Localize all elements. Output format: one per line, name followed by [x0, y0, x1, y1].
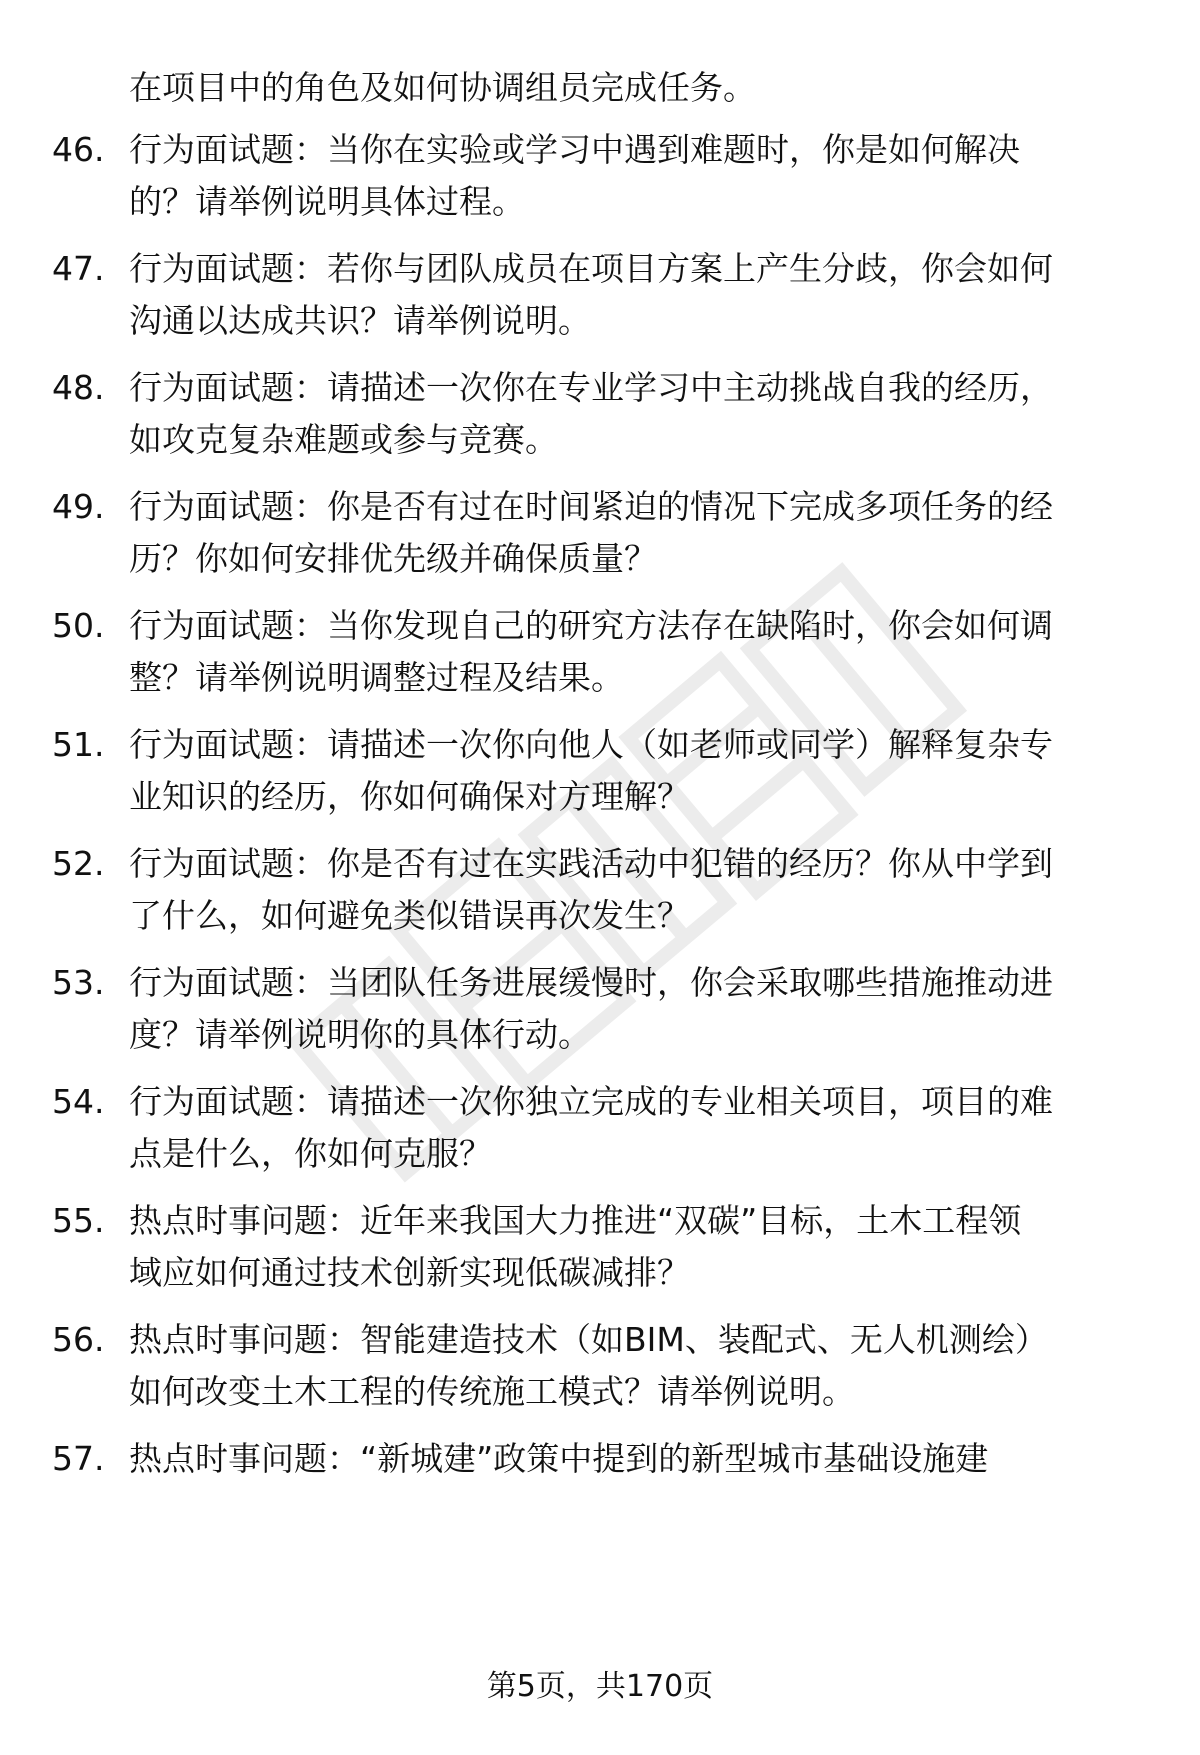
continuation-text: 在项目中的角色及如何协调组员完成任务。 — [129, 68, 756, 107]
question-line: 行为面试题：请描述一次你向他人（如老师或同学）解释复杂专 — [129, 725, 1053, 764]
question-line: 了什么，如何避免类似错误再次发生？ — [129, 896, 690, 935]
question-line: 热点时事问题：“新城建”政策中提到的新型城市基础设施建 — [129, 1439, 989, 1478]
question-line: 行为面试题：当团队任务进展缓慢时，你会采取哪些措施推动进 — [129, 963, 1053, 1002]
question-text — [129, 719, 1149, 823]
question-line: 行为面试题：你是否有过在实践活动中犯错的经历？你从中学到 — [129, 844, 1053, 883]
question-text — [129, 957, 1149, 1061]
question-text — [129, 1433, 1149, 1485]
question-line: 的？请举例说明具体过程。 — [129, 182, 525, 221]
question-text — [129, 600, 1149, 704]
question-text — [129, 124, 1149, 228]
question-number: 48. — [52, 368, 105, 407]
question-line: 行为面试题：当你在实验或学习中遇到难题时，你是如何解决 — [129, 130, 1020, 169]
question-number: 56. — [52, 1320, 105, 1359]
question-text — [129, 362, 1149, 466]
question-line: 热点时事问题：近年来我国大力推进“双碳”目标，土木工程领 — [129, 1201, 1022, 1240]
question-text — [129, 838, 1149, 942]
page-footer: 第5页，共170页 — [486, 1669, 714, 1704]
question-line: 行为面试题：请描述一次你在专业学习中主动挑战自我的经历， — [129, 368, 1053, 407]
question-text — [129, 243, 1149, 347]
question-line: 整？请举例说明调整过程及结果。 — [129, 658, 624, 697]
question-line: 历？你如何安排优先级并确保质量？ — [129, 539, 657, 578]
question-line: 行为面试题：当你发现自己的研究方法存在缺陷时，你会如何调 — [129, 606, 1053, 645]
question-number: 52. — [52, 844, 105, 883]
question-number: 57. — [52, 1439, 105, 1478]
question-text — [129, 1076, 1149, 1180]
question-number: 49. — [52, 487, 105, 526]
question-line: 如何改变土木工程的传统施工模式？请举例说明。 — [129, 1372, 855, 1411]
question-line: 行为面试题：请描述一次你独立完成的专业相关项目，项目的难 — [129, 1082, 1053, 1121]
question-line: 业知识的经历，你如何确保对方理解？ — [129, 777, 690, 816]
question-number: 50. — [52, 606, 105, 645]
question-text — [129, 1314, 1149, 1418]
question-line: 域应如何通过技术创新实现低碳减排？ — [129, 1253, 690, 1292]
question-line: 热点时事问题：智能建造技术（如BIM、装配式、无人机测绘） — [129, 1320, 1048, 1359]
question-line: 如攻克复杂难题或参与竞赛。 — [129, 420, 558, 459]
question-number: 51. — [52, 725, 105, 764]
question-line: 沟通以达成共识？请举例说明。 — [129, 301, 591, 340]
question-number: 55. — [52, 1201, 105, 1240]
question-line: 行为面试题：若你与团队成员在项目方案上产生分歧，你会如何 — [129, 249, 1053, 288]
question-number: 53. — [52, 963, 105, 1002]
question-text — [129, 1195, 1149, 1299]
question-line: 行为面试题：你是否有过在时间紧迫的情况下完成多项任务的经 — [129, 487, 1053, 526]
question-line: 度？请举例说明你的具体行动。 — [129, 1015, 591, 1054]
question-line: 点是什么，你如何克服？ — [129, 1134, 492, 1173]
question-number: 46. — [52, 130, 105, 169]
question-text — [129, 481, 1149, 585]
question-number: 47. — [52, 249, 105, 288]
question-number: 54. — [52, 1082, 105, 1121]
